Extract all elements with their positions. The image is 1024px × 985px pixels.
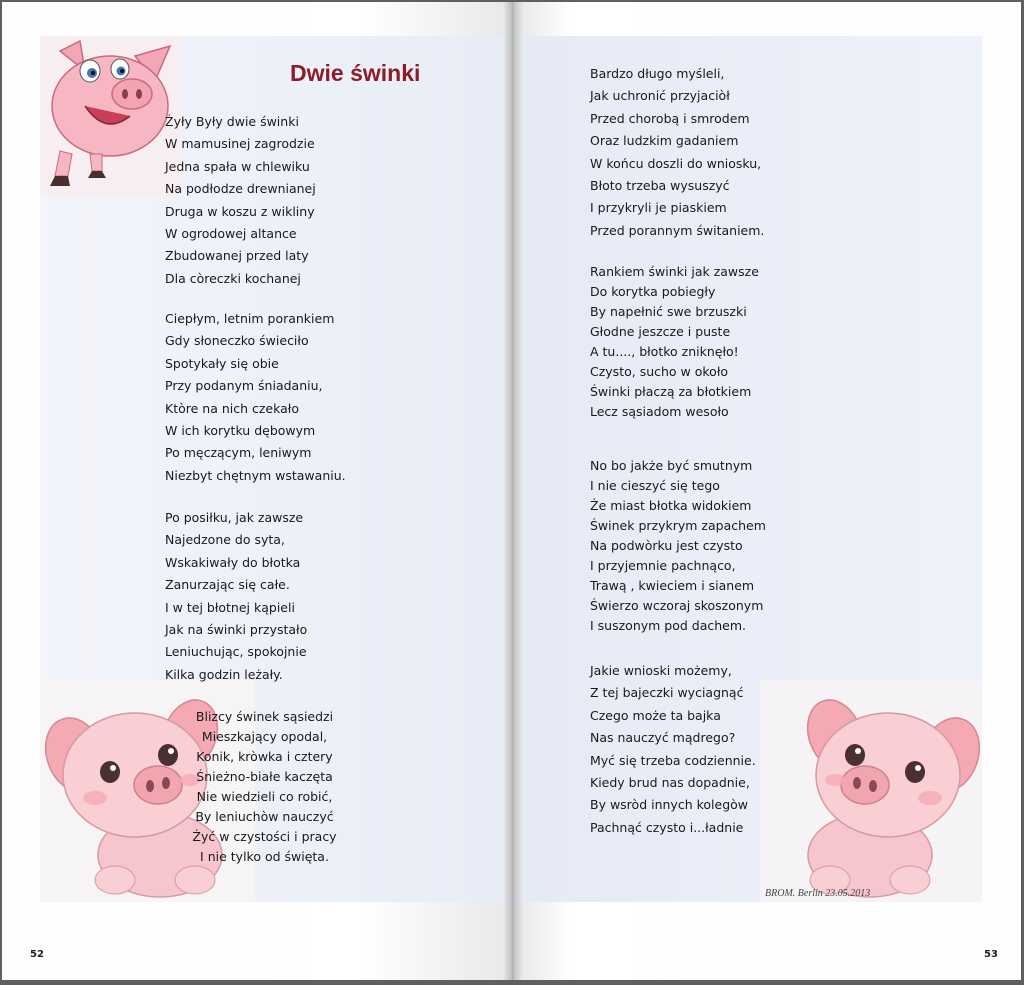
poem-line: Nas nauczyć mądrego? [590, 730, 736, 746]
poem-line: Dla còreczki kochanej [165, 270, 301, 286]
poem-line: Kilka godzin leżały. [165, 666, 283, 682]
poem-line: Żyły Były dwie świnki [165, 114, 299, 129]
poem-line: Oraz ludzkim gadaniem [590, 133, 739, 149]
poem-line: By wsròd innych kolegòw [590, 797, 748, 813]
book-spine [503, 2, 523, 980]
poem-line: Jak uchronić przyjaciòł [590, 88, 730, 104]
poem-line: Pachnąć czysto i...ładnie [590, 819, 744, 835]
poem-line: Myć się trzeba codziennie. [590, 752, 756, 768]
poem-line: No bo jakże być smutnym [590, 458, 753, 473]
stanza-3 [165, 507, 307, 686]
stanza-4 [172, 707, 357, 867]
poem-line: Błoto trzeba wysuszyć [590, 177, 730, 193]
poem-line: By leniuchòw nauczyć [195, 809, 334, 824]
poem-title: Dwie świnki [290, 60, 421, 86]
poem-line: Jakie wnioski możemy, [590, 663, 732, 678]
poem-line: Przed chorobą i smrodem [590, 110, 750, 126]
stanza-8 [590, 660, 756, 839]
poem-line: Mieszkający opodal, [201, 729, 328, 744]
stanza-6 [590, 262, 759, 422]
poem-line: Niezbyt chętnym wstawaniu. [165, 467, 346, 483]
poem-line: Że miast błotka widokiem [590, 498, 752, 513]
poem-line: Druga w koszu z wikliny [165, 203, 315, 219]
poem-line: Nie wiedzieli co robić, [196, 789, 333, 804]
poem-line: Po posiłku, jak zawsze [165, 510, 304, 525]
poem-line: Ktòre na nich czekało [165, 400, 299, 416]
poem-line: W ogrodowej altance [165, 225, 297, 241]
poem-line: Jedna spała w chlewiku [165, 158, 310, 174]
author-signature: BROM. Berlin 23.05.2013 [765, 888, 871, 899]
poem-line: A tu...., błotko zniknęło! [590, 344, 739, 359]
poem-line: Świnek przykrym zapachem [590, 518, 766, 533]
poem-line: Czego może ta bajka [590, 707, 721, 723]
poem-line: Przy podanym śniadaniu, [165, 378, 323, 394]
poem-line: Świerzo wczoraj skoszonym [590, 598, 764, 613]
stanza-1 [165, 111, 316, 290]
poem-line: Najedzone do syta, [165, 532, 285, 548]
stanza-7 [590, 456, 766, 636]
poem-line: Rankiem świnki jak zawsze [590, 264, 759, 279]
poem-line: Konik, kròwka i cztery [196, 749, 333, 764]
poem-line: Spotykały się obie [165, 355, 279, 371]
poem-line: Świnki płaczą za błotkiem [590, 384, 752, 399]
poem-line: Jak na świnki przystało [165, 621, 308, 637]
poem-line: Żyć w czystości i pracy [192, 829, 337, 844]
poem-line: Gdy słoneczko świeciło [165, 333, 309, 349]
cartoon-pig-icon [40, 36, 180, 196]
poem-line: I przyjemnie pachnąco, [590, 558, 736, 573]
poem-line: Blizcy świnek sąsiedzi [195, 709, 334, 724]
poem-line: I w tej błotnej kąpieli [165, 599, 295, 615]
poem-line: By napełnić swe brzuszki [590, 304, 747, 319]
poem-line: W ich korytku dębowym [165, 422, 316, 438]
sitting-piglet-icon [760, 680, 982, 902]
poem-line: Na podłodze drewnianej [165, 181, 316, 197]
poem-line: Zanurzając się całe. [165, 577, 290, 593]
poem-line: Bardzo długo myśleli, [590, 66, 725, 81]
poem-line: Leniuchując, spokojnie [165, 644, 307, 660]
poem-line: Do korytka pobiegły [590, 284, 716, 299]
poem-line: I nie tylko od święta. [200, 849, 329, 864]
poem-line: Przed porannym świtaniem. [590, 222, 765, 238]
poem-line: W mamusinej zagrodzie [165, 136, 315, 152]
poem-line: Zbudowanej przed laty [165, 248, 309, 264]
poem-line: Po męczącym, leniwym [165, 445, 312, 461]
poem-line: Na podwòrku jest czysto [590, 538, 743, 553]
poem-line: Lecz sąsiadom wesoło [590, 404, 729, 419]
poem-line: I suszonym pod dachem. [590, 618, 747, 633]
page-number-left: 52 [30, 949, 44, 960]
page-number-right: 53 [984, 949, 998, 960]
poem-line: Śnieżno-białe kaczęta [196, 769, 333, 784]
poem-line: Ciepłym, letnim porankiem [165, 311, 335, 326]
poem-line: W końcu doszli do wniosku, [590, 155, 762, 171]
poem-line: Głodne jeszcze i puste [590, 324, 731, 339]
poem-line: Czysto, sucho w około [590, 364, 729, 379]
poem-line: I przykryli je piaskiem [590, 200, 727, 216]
poem-line: Trawą , kwieciem i sianem [590, 578, 755, 593]
stanza-5 [590, 63, 764, 242]
poem-line: Kiedy brud nas dopadnie, [590, 774, 750, 790]
poem-line: I nie cieszyć się tego [590, 478, 720, 493]
stanza-2 [165, 308, 346, 487]
poem-line: Wskakiwały do błotka [165, 554, 301, 570]
poem-line: Z tej bajeczki wyciagnąć [590, 685, 744, 701]
